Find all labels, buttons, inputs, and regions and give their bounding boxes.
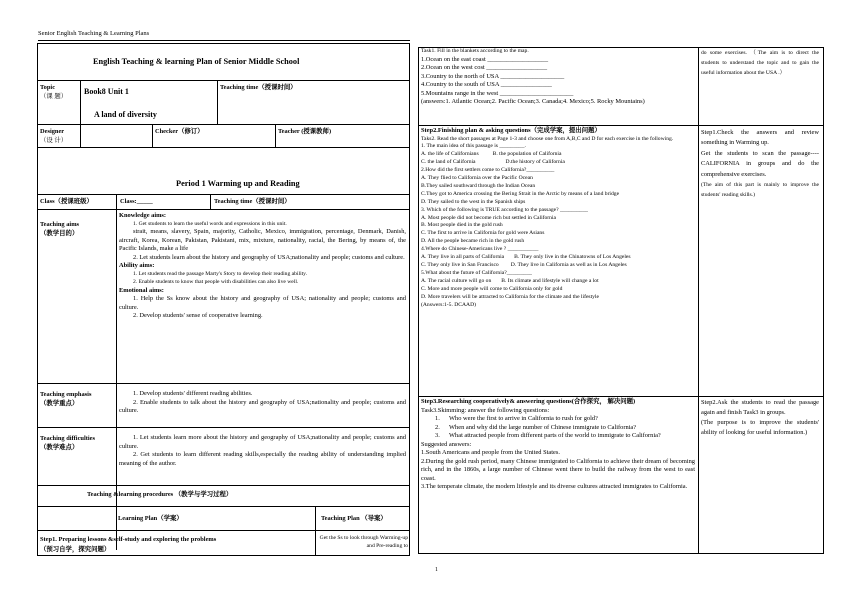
row-divider: [37, 80, 410, 81]
task1-item-4: 4.Country to the south of USA ________________: [421, 81, 552, 89]
suggested-answers-label: Suggested answers:: [421, 440, 472, 448]
suggested-answer-2: 2.During the gold rush period, many Chinese immigrated to California to achieve their dream of becoming rich, and in the 1860s, a large number of Chinese went there to build the railway from the west to east coast.: [421, 457, 695, 482]
step3-block: Step3.Researching cooperatively& answering questions(合作探究， 解决问题) Task3.Skimming: answer the following questions: 1. Who were the first to arrive in California to rush for gold? 2. When and why did the large number of Chinese immigrate to California? 3. What attracted people from different parts of the world to immigrate to California? Suggested answers: 1.South Americans and people from the United States. 2.During the gold rush period, many Chinese immigrated to California to achieve their dream of becoming rich, and in the 1860s, a large number of Chinese went there to build the railway from the west to east coast. 3.The temperate climate, the modern lifestyle and its diverse cultures attracted immigrates to California.: [421, 398, 695, 490]
row-divider: [37, 147, 410, 148]
task1-teaching-note: do some exercises. （The aim is to direct the students to understand the topic and to gain the useful information about the USA .）: [701, 50, 819, 76]
q1-option-b: B. the population of California: [492, 151, 562, 158]
skim-question-3: What attracted people from different parts of the world to immigrate to California?: [449, 432, 661, 439]
step2-heading: Step2.Finishing plan & asking questions（完成学案，提出问题）: [421, 127, 601, 134]
learning-plan-heading: Learning Plan（学案）: [118, 515, 183, 522]
q2-option-c: C.They got to America crossing the Bering Strait in the Arctic by means of a land bridge: [421, 190, 620, 197]
topic-value-1: Book8 Unit 1: [84, 87, 129, 96]
emphasis-content: [119, 390, 406, 416]
emphasis-2: 2. Enable students to talk about the history and geography of USA;nationality and people; customs and culture.: [119, 398, 406, 414]
teacher-label: Teacher (授课教师): [278, 128, 332, 135]
col-divider: [275, 124, 276, 147]
q4-option-d: D. They live in California as well as in Los Angeles: [510, 262, 627, 268]
step3-teaching-note-1: Step2.Ask the students to read the passage again and finish Task3 in groups.: [701, 399, 819, 416]
task1-item-5: 5.Mountains range in the west _______________________: [421, 89, 574, 97]
difficulties-content: [119, 434, 406, 468]
row-divider: [37, 427, 410, 428]
period-title: Period 1 Warming up and Reading: [176, 179, 300, 188]
q4-option-c: C. They only live in San Francisco: [421, 262, 499, 268]
col-divider: [80, 124, 81, 147]
task1-item-3: 3.Country to the north of USA ____________________: [421, 72, 565, 80]
step2-block: [421, 127, 695, 309]
q5-option-c: C. More and more people will come to California only for gold: [421, 285, 563, 292]
page-number: 1: [435, 567, 438, 573]
emotional-aim-1: 1. Help the Ss know about the history and geography of USA; nationality and people; customs and culture.: [119, 295, 406, 311]
step1-heading-cn: （预习自学，探究问题）: [40, 546, 111, 553]
emotional-aims: Emotional aims:: [119, 286, 164, 294]
task3-heading: Task3.Skimming: answer the following questions:: [421, 406, 550, 414]
task1-answers: (answers:1. Atlantic Ocean;2. Pacific Ocean;3. Canada;4. Mexico;5. Rocky Mountains): [421, 98, 645, 106]
suggested-answer-1: 1.South Americans and people from the United States.: [421, 449, 560, 456]
knowledge-aim-1: 1. Get students to learn the useful words and expressions in this unit.: [133, 220, 287, 227]
designer-label: Designer: [40, 128, 65, 135]
step2-teaching-note-3: (The aim of this part is mainly to improve the students' reading skills.): [701, 182, 819, 199]
difficulty-2: 2. Get students to learn different reading skills,especially the reading ability of understanding implied meaning of the author.: [119, 451, 406, 467]
row-divider: [418, 125, 824, 126]
teaching-plan-heading: Teaching Plan （导案）: [321, 515, 387, 522]
row-divider: [37, 124, 410, 125]
ability-aim-2: 2. Enable students to know that people with disabilities can also live well.: [133, 278, 299, 285]
skim-question-1: Who were the first to arrive in California to rush for gold?: [449, 415, 598, 422]
question-5: 5.What about the future of California?_________: [421, 269, 532, 276]
q2-option-d: D. They sailed to the west in the Spanish ships: [421, 198, 526, 205]
class-label: Class（授课班级）: [40, 198, 93, 205]
q3-option-b: B. Most people died in the gold rush: [421, 222, 503, 229]
task2-intro: Taks2. Read the short passages at Page 1-3 and choose one from A,B,C and D for each exercise in the following.: [421, 135, 674, 142]
step2-teaching-note: [701, 128, 819, 200]
col-divider: [698, 47, 699, 554]
aims-content: [119, 212, 406, 321]
q2-option-b: B.They sailed southward through the Indian Ocean: [421, 182, 536, 189]
q5-option-b: B. Its climate and lifestyle will change a lot: [501, 277, 599, 284]
emphasis-label: Teaching emphasis: [40, 391, 92, 398]
knowledge-aims: Knowledge aims:: [119, 212, 167, 219]
ability-aims: Ability aims:: [119, 262, 155, 270]
difficulties-label: Teaching difficulties: [40, 435, 95, 442]
questions-answers: (Answers:1-5. DCAAD): [421, 301, 476, 308]
difficulty-1: 1. Let students learn more about the history and geography of USA;nationality and people; customs and culture.: [119, 434, 406, 450]
procedures-heading: Teaching &learning procedures （教学与学习过程）: [87, 491, 233, 498]
q5-option-d: D. More travelers will be attracted to California for the climate and the lifestyle: [421, 293, 600, 300]
col-divider: [152, 124, 153, 147]
task1-heading: Task1. Fill in the blankets according to the map.: [421, 48, 529, 54]
class-value: Class:_____: [120, 198, 153, 205]
question-2: 2.How did the first settlers come to California?__________: [421, 167, 555, 174]
q1-option-c: C. the land of California: [421, 159, 476, 166]
col-divider: [217, 80, 218, 124]
knowledge-aim-2: 2. Let students learn about the history and geography of USA;nationality and people; customs and culture.: [133, 253, 405, 261]
q3-option-a: A. Most people did not become rich but settled in California: [421, 214, 556, 221]
question-4: 4.Where do Chinese-Americans live ? ___________: [421, 246, 539, 253]
emphasis-1: 1. Develop students' different reading abilities.: [133, 390, 253, 397]
col-divider: [315, 506, 316, 556]
row-divider: [37, 485, 410, 486]
teaching-time-label-2: Teaching time（授课时间）: [214, 198, 291, 205]
step3-teaching-note: [701, 398, 819, 438]
row-divider: [37, 383, 410, 384]
suggested-answer-3: 3.The temperate climate, the modern lifestyle and its diverse cultures attracted immigrates to California.: [421, 483, 688, 490]
row-divider: [37, 530, 410, 531]
step1-heading: Step1. Preparing lessons &self-study and exploring the problems: [40, 536, 217, 543]
knowledge-words: strait, means, slavery, Spain, majority, Catholic, Mexico, immigration, percentage, Denmark, Danish, aircraft, Korea, Korean, Pakistan, Pakistani, mix, mixture, nationality, racial, the Bering, by means of, the Pacific Islands, make a life: [119, 228, 406, 253]
task1-block: [421, 48, 695, 107]
teaching-time-label: Teaching time（授课时间）: [220, 84, 297, 91]
step2-teaching-note-1: Step1.Check the answers and review something in Warming up.: [701, 129, 819, 147]
q1-option-a: A. the life of Californians: [421, 151, 479, 158]
question-1: 1. The main idea of this passage is _________.: [421, 143, 526, 150]
emotional-aim-2: 2. Develop students' sense of cooperative learning.: [133, 312, 263, 320]
topic-label: Topic: [40, 84, 56, 91]
emphasis-label-cn: （教学重点）: [40, 400, 79, 407]
topic-label-cn: （课 题）: [40, 93, 68, 100]
header-rule: [38, 40, 410, 41]
designer-label-cn: （设 计）: [40, 137, 68, 144]
ability-aim-1: 1. Let students read the passage Marty's Story to develop their reading ability.: [133, 270, 308, 277]
row-divider: [37, 209, 410, 210]
row-divider: [418, 396, 824, 397]
q5-option-a: A. The racial culture will go on: [421, 277, 492, 284]
col-divider: [80, 80, 81, 124]
col-divider: [116, 194, 117, 209]
row-divider: [37, 194, 410, 195]
task1-item-2: 2.Ocean on the west cost ___________________: [421, 64, 548, 72]
q1-option-d: D.the history of California: [505, 159, 565, 166]
col-divider: [210, 194, 211, 209]
q3-option-d: D. All the people became rich in the gold rush: [421, 238, 525, 245]
step3-heading: Step3.Researching cooperatively& answering questions(合作探究， 解决问题): [421, 398, 636, 405]
difficulties-label-cn: （教学难点）: [40, 444, 79, 451]
row-divider: [37, 506, 410, 507]
step1-teaching-note: Get the Ss to look through Warming-up and Pre-reading to: [319, 535, 408, 549]
running-head: Senior English Teaching & Learning Plans: [38, 30, 150, 37]
skim-question-2: When and why did the large number of Chinese immigrate to California?: [449, 423, 637, 431]
aims-label: Teaching aims: [40, 221, 80, 228]
task1-item-1: 1.Ocean on the east coast ___________________: [421, 55, 549, 63]
q4-option-b: B. They only live in the Chinatowns of Los Angeles: [514, 254, 631, 261]
question-3: 3. Which of the following is TRUE according to the passage? __________: [421, 206, 588, 213]
aims-label-cn: （教学目的）: [40, 230, 79, 237]
q3-option-c: C. The first to arrive in California for gold were Asians: [421, 230, 545, 237]
q2-option-a: A. They flied to California over the Pacific Ocean: [421, 175, 533, 182]
step3-teaching-note-2: (The purpose is to improve the students' ability of looking for useful information.): [701, 419, 819, 436]
step2-teaching-note-2: Get the students to scan the passage----CALIFORNIA in groups and do the comprehensive exercises.: [701, 149, 819, 178]
q4-option-a: A. They live in all parts of California: [421, 254, 505, 261]
checker-label: Checker（修订）: [155, 128, 204, 135]
topic-value-2: A land of diversity: [94, 110, 157, 119]
plan-title: English Teaching & learning Plan of Senior Middle School: [93, 57, 300, 66]
